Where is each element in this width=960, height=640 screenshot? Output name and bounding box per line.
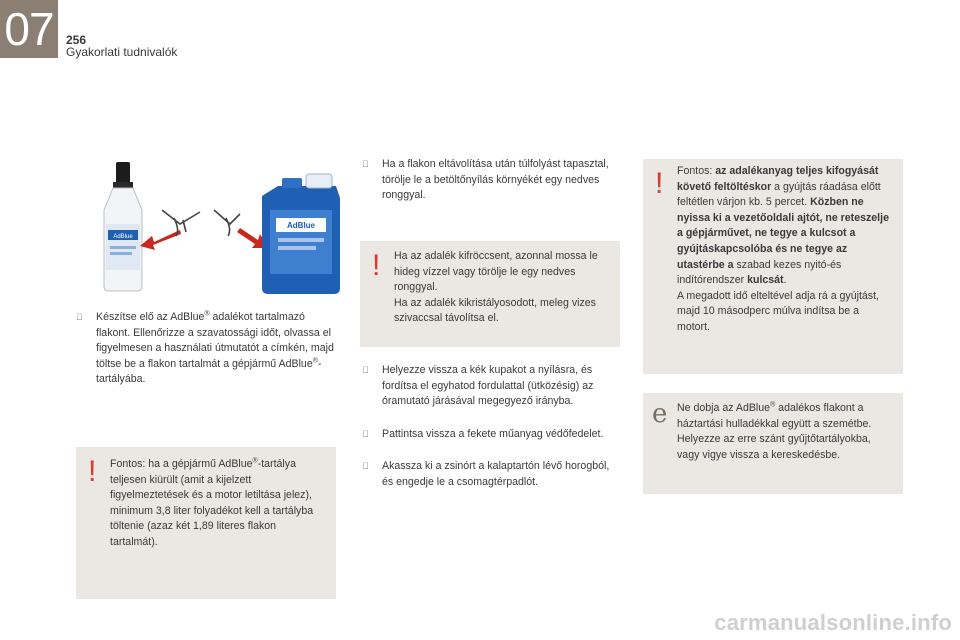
- bullet-icon: [362, 459, 372, 475]
- info-icon: e: [652, 399, 668, 429]
- info-text: Ne dobja az AdBlue® adalékos flakont a háztartási hulladékkal együtt a szemétbe. Helyezze az erre szánt gyűjtőtartályokba, vagy vigye vissza a kereskedésbe.: [677, 401, 872, 461]
- instruction-bullet: [362, 157, 620, 204]
- instruction-text: Akassza ki a zsinórt a kalaptartón lévő horogból, és engedje le a csomagtérpadlót.: [382, 460, 610, 488]
- instruction-bullet: [362, 363, 620, 410]
- warning-icon: !: [655, 167, 664, 200]
- instruction-bullet: [362, 459, 620, 490]
- instruction-text: Készítse elő az AdBlue® adalékot tartalmazó flakont. Ellenőrizze a szavatossági időt, olvassa el figyelmesen a használati útmutatót a címkén, majd töltse be a flakon tartalmát a gépjármű AdBlue®-tartályába.: [96, 310, 334, 386]
- warning-box: [643, 159, 903, 374]
- bottle-label: AdBlue: [113, 234, 133, 240]
- adblue-canister: [262, 174, 340, 294]
- warning-icon: !: [372, 249, 381, 282]
- page-number: 256: [66, 33, 87, 47]
- nozzle-symbol-icon: [214, 210, 240, 236]
- bullet-icon: [362, 157, 372, 173]
- watermark: carmanualsonline.info: [714, 610, 952, 635]
- bullet-icon: [76, 310, 86, 326]
- warning-icon: !: [88, 455, 97, 488]
- canister-label: AdBlue: [287, 221, 315, 230]
- bullet-icon: [362, 427, 372, 443]
- instruction-bullet: [76, 310, 338, 388]
- info-box: [643, 393, 903, 494]
- instruction-bullet: [362, 427, 620, 443]
- chapter-number: 07: [0, 0, 58, 58]
- instruction-text: Helyezze vissza a kék kupakot a nyílásra, és fordítsa el egyhatod fordulattal (ütközésig) az óramutató járásával megegyező irányba.: [382, 364, 594, 408]
- warning-text: Ha az adalék kifröccsent, azonnal mossa le hideg vízzel vagy törölje le egy nedves ronggyal. Ha az adalék kikristályosodott, meleg vizes szivaccsal távolítsa el.: [394, 250, 598, 325]
- instruction-text: Pattintsa vissza a fekete műanyag védőfedelet.: [382, 428, 604, 440]
- warning-text: Fontos: az adalékanyag teljes kifogyását követő feltöltéskor a gyújtás ráadása előtt feltétlen várjon kb. 5 percet. Közben ne nyissa ki a vezetőoldali ajtót, ne reteszelje a gépjárművet, ne tegye a kulcsot a gyújtáskapcsolóba és ne tegye az utastérbe a szabad kezes nyitó-és indítórendszer kulcsát. A megadott idő elteltével adja rá a gyújtást, majd 10 másodperc múlva indítsa be a motort.: [677, 165, 889, 333]
- warning-box: [76, 447, 336, 599]
- warning-text: Fontos: ha a gépjármű AdBlue®-tartálya teljesen kiürült (amit a kijelzett figyelmeztetések és a motor letiltása jelez), minimum 3,8 liter folyadékot kell a tartályba töltenie (azaz két 1,89 literes flakon tartalmát).: [110, 457, 314, 548]
- warning-box: [360, 241, 620, 347]
- instruction-text: Ha a flakon eltávolítása után túlfolyást tapasztal, törölje le a betöltőnyílás környékét egy nedves ronggyal.: [382, 158, 609, 202]
- arrow-icon: [140, 230, 181, 250]
- adblue-bottle: [104, 162, 142, 291]
- section-title: Gyakorlati tudnivalók: [66, 45, 178, 59]
- nozzle-symbol-icon: [162, 210, 200, 236]
- bullet-icon: [362, 363, 372, 379]
- adblue-refill-illustration: [92, 158, 342, 298]
